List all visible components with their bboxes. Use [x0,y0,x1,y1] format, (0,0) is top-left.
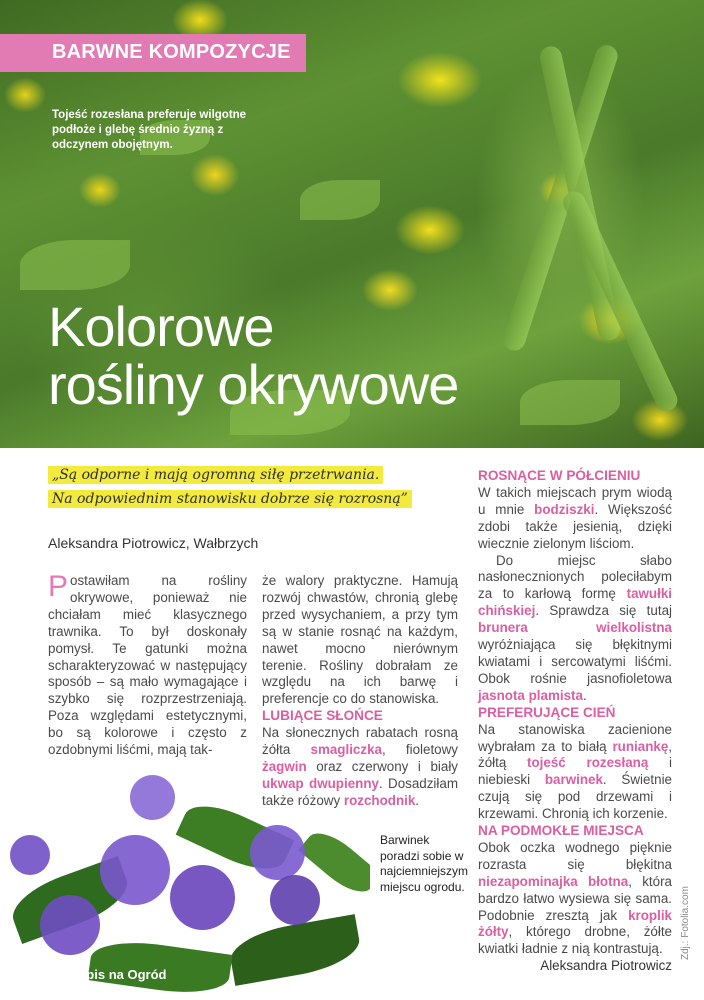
plant-name: smagliczka [310,742,382,758]
column-3 [478,468,672,975]
flower [250,825,305,880]
paragraph-half-shade-2: Do miejsc słabo nasłonecznionych poleciłabym za to karłową formę tawułki chińskiej. Sprawdza się tutaj brunera wielkolistna wyróżniająca się błękitnymi kwiatami i sercowatymi liśćmi. Obok rośnie jasnofioletowa jasnota plamista. [478,552,672,703]
paragraph-sun: Na słonecznych rabatach rosną żółta smagliczka, fioletowy żagwin oraz czerwony i biały ukwap dwupienny. Dosadziłam także różowy rozchodnik. [262,725,458,808]
signature: Aleksandra Piotrowicz [540,958,672,974]
flower [10,835,50,875]
plant-name: tawułki chińskiej [478,586,672,619]
heading-half-shade: ROSNĄCE W PÓŁCIENIU [478,468,641,483]
flower [40,895,100,955]
quote-line-2: Na odpowiednim stanowisku dobrze się rozrosną” [48,490,412,508]
plant-name: bodziszki [534,501,595,517]
photo-caption: Tojeść rozesłana preferuje wilgotne podłoże i glebę średnio żyzną z odczynem obojętnym. [52,109,247,151]
author-byline: Aleksandra Piotrowicz, Wałbrzych [48,535,259,551]
plant-name: rozchodnik [343,792,416,808]
column-1 [48,570,247,759]
drop-cap: P [48,570,69,603]
pull-quote [48,463,448,511]
plant-name: tojeść rozesłaną [527,755,649,771]
flower [170,865,235,930]
article-title [48,295,459,416]
flower [270,875,320,925]
plant-name: barwinek [544,772,603,788]
heading-sun: LUBIĄCE SŁOŃCE [262,708,383,724]
page-footer: 8 Przepis na Ogród [48,967,167,982]
plant-name: runiankę [612,738,669,754]
column-1-text: ostawiłam na rośliny okrywowe, ponieważ nie chciałam mieć klasycznego trawnika. To był doskonały pomysł. Te gatunki można scharakteryzować w następujący sposób – są mało wymagające i szybko się rozprzestrzeniają. Poza względami estetycznymi, bo są kolorowe i często z ozdobnymi liśćmi, mają tak- [48,573,247,758]
paragraph-shade: Na stanowiska zacienione wybrałam za to białą runiankę, żółtą tojeść rozesłaną i niebieski barwinek. Świetnie czują się pod drzewami i krzewami. Chronią ich korzenie. [478,721,673,822]
leaf [300,180,380,220]
paragraph-wet: Obok oczka wodnego pięknie rozrasta się błękitna niezapominajka błotna, która bardzo łatwo wysiewa się sama. Podobnie zresztą jak kroplik żółty, którego drobne, żółte kwiatki ładnie z nią kontrastują. [478,839,672,957]
heading-shade: PREFERUJĄCE CIEŃ [478,704,616,720]
plant-name: niezapominajka błotna [478,873,629,889]
leaf [520,380,620,425]
title-line-1: Kolorowe [48,295,274,358]
plant-name: jasnota plamista [478,687,583,703]
plant-name: brunera wielkolistna [478,620,672,636]
hero-photo [0,0,704,448]
plant-name: żagwin [262,758,307,774]
section-banner [0,34,306,72]
flower [130,775,175,820]
quote-line-1: „Są odporne i mają ogromną siłę przetrwania. [48,466,383,484]
section-banner-label: BARWNE KOMPOZYCJE [52,41,291,63]
column-2-text: że walory praktyczne. Hamują rozwój chwastów, chronią glebę przed wysychaniem, a przy tym są w stanie rosnąć na każdym, nawet mocno nierównym terenie. Rośliny dobrałam ze względu na ich barwę i preferencje co do stanowiska. [262,573,458,707]
heading-wet: NA PODMOKŁE MIEJSCA [478,823,644,839]
title-line-2: rośliny okrywowe [48,353,459,416]
flower [100,835,170,905]
paragraph-half-shade-1: W takich miejscach prym wiodą u mnie bodziszki. Większość zdobi także jesienią, dzięki wiecznie zielonym liściom. [478,484,672,551]
periwinkle-caption: Barwinek poradzi sobie w najciemniejszym miejscu ogrodu. [380,833,469,894]
periwinkle-photo [0,755,370,1000]
photo-credit: Zdj.: Fotolia.com [680,886,691,960]
leaf [20,240,130,290]
plant-name: ukwap dwupienny [262,775,379,791]
plant-name: kroplik żółty [478,907,672,940]
